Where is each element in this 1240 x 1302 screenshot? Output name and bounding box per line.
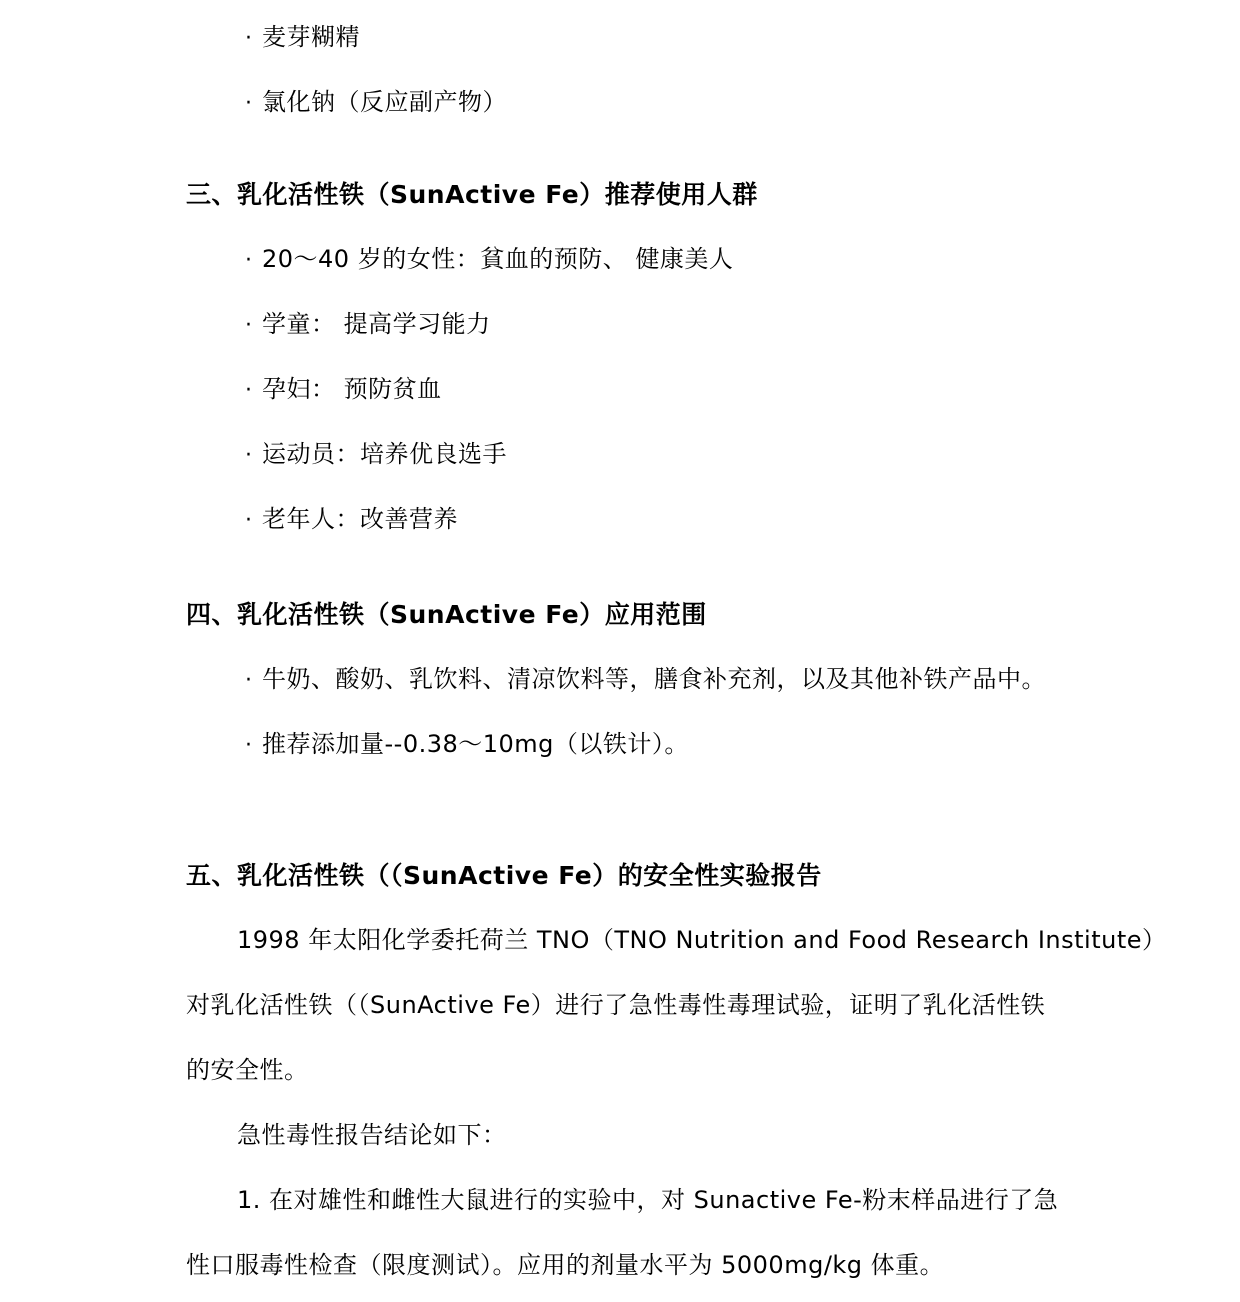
bullet-icon: · xyxy=(245,26,253,51)
paragraph-line: 1998 年太阳化学委托荷兰 TNO（TNO Nutrition and Food Research Institute） xyxy=(237,926,1167,954)
list-item-elderly xyxy=(186,487,1060,552)
list-item-text: 推荐添加量--0.38～10mg（以铁计）。 xyxy=(262,730,689,758)
list-item-pregnant-women xyxy=(186,357,1060,422)
list-item-sodium-chloride xyxy=(186,70,1060,135)
list-item-maltodextrin xyxy=(186,5,1060,70)
list-item-text: 20～40 岁的女性：貧血的预防、 健康美人 xyxy=(262,245,734,273)
paragraph-line: 性口服毒性检查（限度测试）。应用的剂量水平为 5000mg/kg 体重。 xyxy=(186,1251,945,1279)
section3-heading: 三、乳化活性铁（SunActive Fe）推荐使用人群 xyxy=(186,180,758,209)
list-item-schoolchildren xyxy=(186,292,1060,357)
list-item-text: 氯化钠（反应副产物） xyxy=(262,88,507,116)
list-item-text: 学童： 提高学习能力 xyxy=(262,310,491,338)
list-item-athletes xyxy=(186,422,1060,487)
paragraph-line: 急性毒性报告结论如下： xyxy=(237,1121,507,1149)
bullet-icon: · xyxy=(245,91,253,116)
bullet-icon: · xyxy=(245,248,253,273)
paragraph-line: 对乳化活性铁（（SunActive Fe）进行了急性毒性毒理试验，证明了乳化活性铁 xyxy=(186,991,1046,1019)
bullet-icon: · xyxy=(245,313,253,338)
list-item-text: 运动员：培养优良选手 xyxy=(262,440,507,468)
section4-heading: 四、乳化活性铁（SunActive Fe）应用范围 xyxy=(186,600,707,629)
list-item-applications xyxy=(186,647,1060,712)
bullet-icon: · xyxy=(245,443,253,468)
bullet-icon: · xyxy=(245,733,253,758)
list-item-text: 麦芽糊精 xyxy=(262,23,360,51)
list-item-women xyxy=(186,227,1060,292)
bullet-icon: · xyxy=(245,378,253,403)
list-item-text: 孕妇： 预防贫血 xyxy=(262,375,442,403)
paragraph-line: 的安全性。 xyxy=(186,1056,309,1084)
bullet-icon: · xyxy=(245,668,253,693)
bullet-icon: · xyxy=(245,508,253,533)
list-item-text: 牛奶、酸奶、乳饮料、清凉饮料等，膳食补充剂，以及其他补铁产品中。 xyxy=(262,665,1046,693)
list-item-text: 老年人：改善营养 xyxy=(262,505,458,533)
paragraph-line: 1. 在对雄性和雌性大鼠进行的实验中，对 Sunactive Fe-粉末样品进行了急 xyxy=(237,1186,1059,1214)
list-item-dosage xyxy=(186,712,1060,777)
section5-heading: 五、乳化活性铁（（SunActive Fe）的安全性实验报告 xyxy=(186,861,822,890)
